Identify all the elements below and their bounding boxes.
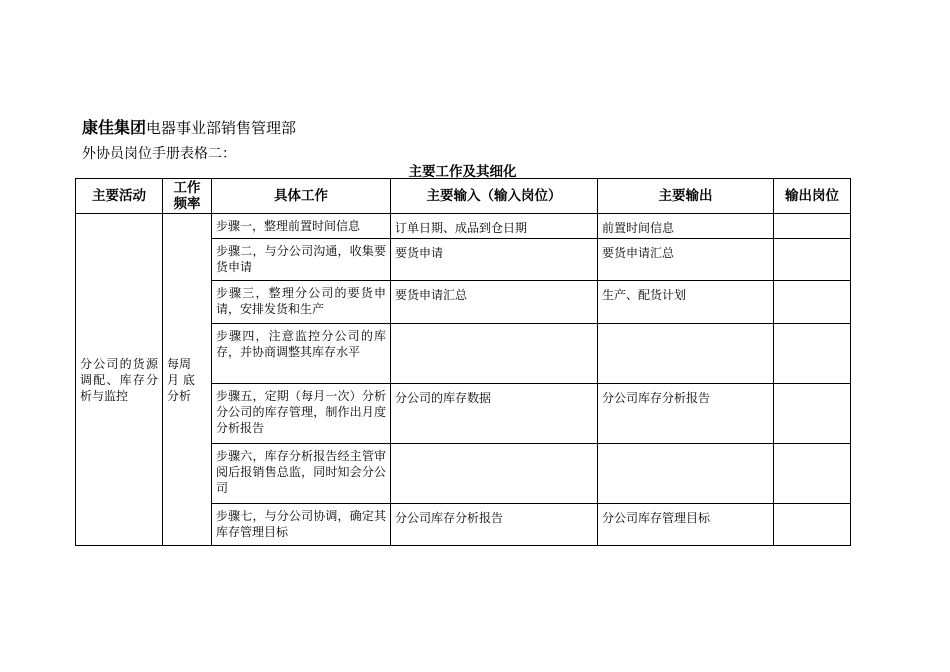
output-cell xyxy=(598,324,774,384)
output-post-cell xyxy=(774,239,851,281)
col-header-output-post: 输出岗位 xyxy=(774,179,851,214)
output-cell: 分公司库存管理目标 xyxy=(598,504,774,546)
task-cell: 步骤五，定期（每月一次）分析分公司的库存管理，制作出月度分析报告 xyxy=(212,384,391,444)
output-post-cell xyxy=(774,504,851,546)
task-cell: 步骤四，注意监控分公司的库存，并协商调整其库存水平 xyxy=(212,324,391,384)
task-cell: 步骤一，整理前置时间信息 xyxy=(212,214,391,239)
output-post-cell xyxy=(774,281,851,324)
output-cell xyxy=(598,444,774,504)
form-subtitle: 外协员岗位手册表格二： xyxy=(82,146,236,162)
task-cell: 步骤三，整理分公司的要货申请，安排发货和生产 xyxy=(212,281,391,324)
table-row xyxy=(76,214,851,239)
activity-cell: 分公司的货源调配、库存分析与监控 xyxy=(76,214,163,546)
table-header-row xyxy=(76,179,851,214)
table-title: 主要工作及其细化 xyxy=(408,164,517,180)
document-header xyxy=(82,115,296,138)
task-cell: 步骤七，与分公司协调，确定其库存管理目标 xyxy=(212,504,391,546)
col-header-activity: 主要活动 xyxy=(76,179,163,214)
input-cell xyxy=(391,324,598,384)
col-header-frequency-text: 工作频率 xyxy=(173,180,201,212)
output-post-cell xyxy=(774,324,851,384)
frequency-cell xyxy=(163,214,212,546)
col-header-task: 具体工作 xyxy=(212,179,391,214)
output-post-cell xyxy=(774,444,851,504)
frequency-line: 月 底 xyxy=(167,372,195,387)
input-cell: 订单日期、成品到仓日期 xyxy=(391,214,598,239)
frequency-line: 每周 xyxy=(167,356,192,371)
task-cell: 步骤二，与分公司沟通，收集要货申请 xyxy=(212,239,391,281)
col-header-input: 主要输入（输入岗位） xyxy=(391,179,598,214)
output-cell: 分公司库存分析报告 xyxy=(598,384,774,444)
input-cell: 要货申请汇总 xyxy=(391,281,598,324)
work-detail-table xyxy=(75,178,851,546)
input-cell: 要货申请 xyxy=(391,239,598,281)
col-header-frequency xyxy=(163,179,212,214)
input-cell xyxy=(391,444,598,504)
input-cell: 分公司的库存数据 xyxy=(391,384,598,444)
output-cell: 生产、配货计划 xyxy=(598,281,774,324)
company-name: 康佳集团 xyxy=(82,118,147,137)
department-name: 电器事业部销售管理部 xyxy=(146,119,297,137)
output-post-cell xyxy=(774,384,851,444)
task-cell: 步骤六，库存分析报告经主管审阅后报销售总监，同时知会分公司 xyxy=(212,444,391,504)
col-header-output: 主要输出 xyxy=(598,179,774,214)
output-post-cell xyxy=(774,214,851,239)
input-cell: 分公司库存分析报告 xyxy=(391,504,598,546)
output-cell: 要货申请汇总 xyxy=(598,239,774,281)
frequency-line: 分析 xyxy=(167,388,192,403)
output-cell: 前置时间信息 xyxy=(598,214,774,239)
